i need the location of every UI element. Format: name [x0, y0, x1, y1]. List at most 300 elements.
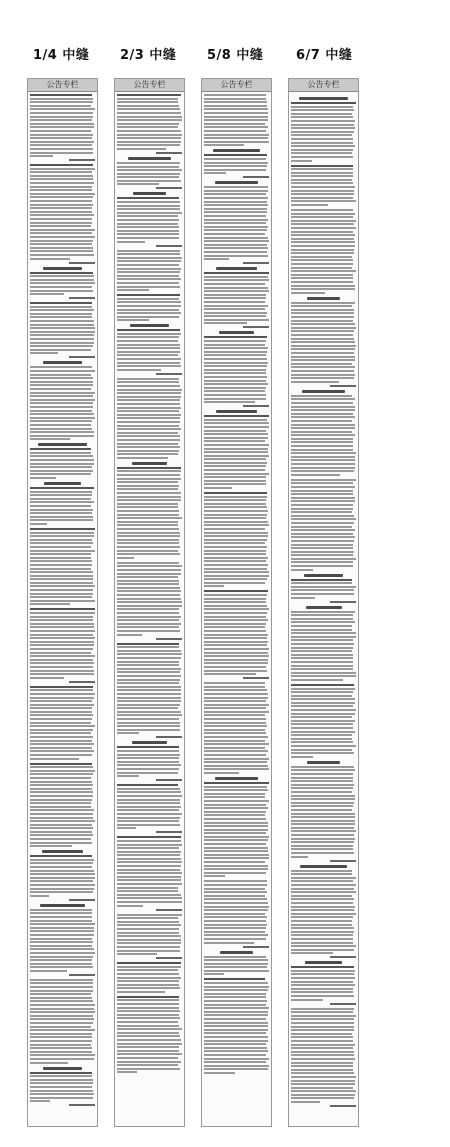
notice-block: [204, 331, 269, 407]
text-line: [117, 802, 180, 804]
text-line: [204, 190, 268, 192]
text-line: [291, 172, 353, 174]
text-line: [291, 820, 355, 822]
notice-block: [117, 294, 182, 321]
text-line: [30, 1062, 68, 1064]
text-line: [291, 938, 353, 940]
text-line: [291, 791, 352, 793]
text-line: [30, 623, 94, 625]
text-line: [204, 539, 267, 541]
text-line: [204, 287, 268, 289]
text-line: [204, 1047, 267, 1049]
text-line: [291, 749, 352, 751]
text-line: [291, 1051, 354, 1053]
text-line: [117, 219, 179, 221]
text-line: [204, 144, 244, 146]
text-line: [117, 1057, 178, 1059]
text-line: [117, 718, 179, 720]
text-line: [117, 369, 161, 371]
text-line: [291, 1018, 354, 1020]
text-line: [30, 452, 91, 454]
text-line: [117, 344, 180, 346]
text-line: [291, 579, 352, 581]
text-line: [204, 1011, 268, 1013]
text-line: [291, 1044, 355, 1046]
text-line: [204, 641, 268, 643]
text-line: [204, 487, 232, 489]
text-line: [291, 470, 354, 472]
text-line: [117, 407, 181, 409]
text-line: [117, 1046, 179, 1048]
text-line: [291, 149, 353, 151]
text-line: [291, 949, 354, 951]
column-2-3[interactable]: [114, 78, 185, 1127]
notice-block: [30, 686, 95, 760]
text-line: [117, 166, 179, 168]
text-line: [30, 619, 93, 621]
notice-signature: [69, 297, 95, 299]
text-line: [204, 765, 268, 767]
text-line: [204, 1025, 268, 1027]
text-line: [291, 497, 355, 499]
text-line: [291, 668, 353, 670]
notice-signature: [69, 1104, 95, 1106]
text-line: [30, 491, 92, 493]
text-line: [30, 438, 70, 440]
text-line: [204, 880, 267, 882]
text-line: [204, 578, 267, 580]
text-line: [30, 473, 91, 475]
text-line: [204, 648, 269, 650]
text-line: [291, 316, 354, 318]
text-line: [117, 962, 181, 964]
text-line: [117, 294, 180, 296]
text-line: [117, 1007, 179, 1009]
text-line: [30, 345, 93, 347]
text-line: [117, 446, 180, 448]
text-line: [291, 942, 353, 944]
text-line: [117, 887, 178, 889]
text-line: [204, 666, 266, 668]
text-line: [204, 963, 268, 965]
text-line: [30, 930, 94, 932]
text-line: [117, 260, 181, 262]
text-line: [30, 895, 49, 897]
text-line: [204, 758, 269, 760]
text-line: [30, 428, 92, 430]
text-line: [291, 636, 356, 638]
text-line: [117, 619, 179, 621]
notice-title: [215, 181, 259, 184]
column-1-4[interactable]: [27, 78, 98, 1127]
text-line: [291, 102, 356, 104]
text-line: [117, 700, 181, 702]
text-line: [117, 1014, 179, 1016]
text-line: [117, 134, 182, 136]
text-line: [204, 208, 267, 210]
text-line: [117, 264, 179, 266]
notice-block: [30, 361, 95, 440]
text-line: [117, 973, 179, 975]
text-line: [30, 1015, 93, 1017]
text-line: [291, 769, 355, 771]
text-line: [291, 880, 353, 882]
text-line: [117, 301, 181, 303]
text-line: [117, 851, 181, 853]
notice-block: [291, 479, 356, 571]
text-line: [204, 137, 268, 139]
text-line: [204, 847, 268, 849]
text-line: [291, 888, 354, 890]
text-line: [291, 413, 353, 415]
text-line: [117, 514, 179, 516]
text-line: [117, 457, 168, 459]
text-line: [291, 569, 313, 571]
text-line: [30, 455, 93, 457]
text-line: [291, 252, 354, 254]
text-line: [117, 1021, 178, 1023]
text-line: [117, 278, 181, 280]
text-line: [204, 865, 268, 867]
text-line: [117, 650, 181, 652]
text-line: [204, 380, 266, 382]
text-line: [291, 359, 355, 361]
notice-block: [117, 378, 182, 459]
text-line: [204, 973, 224, 975]
text-line: [291, 231, 353, 233]
text-line: [117, 664, 179, 666]
text-line: [291, 625, 352, 627]
text-line: [291, 798, 355, 800]
text-line: [204, 369, 266, 371]
text-line: [30, 1004, 95, 1006]
text-line: [30, 966, 93, 968]
text-line: [291, 1026, 354, 1028]
text-line: [30, 993, 91, 995]
text-line: [204, 718, 266, 720]
text-line: [291, 452, 356, 454]
text-line: [204, 970, 269, 972]
text-line: [291, 263, 353, 265]
text-line: [204, 626, 265, 628]
text-line: [30, 182, 94, 184]
text-line: [117, 795, 182, 797]
text-line: [30, 970, 67, 972]
text-line: [204, 276, 268, 278]
text-line: [204, 283, 265, 285]
text-line: [117, 917, 178, 919]
text-line: [30, 603, 70, 605]
text-line: [204, 906, 269, 908]
text-line: [30, 659, 93, 661]
text-line: [117, 340, 178, 342]
text-line: [30, 1047, 92, 1049]
notice-title: [304, 574, 342, 577]
text-line: [291, 109, 354, 111]
text-line: [291, 1076, 356, 1078]
text-line: [204, 535, 268, 537]
text-line: [117, 623, 181, 625]
text-line: [117, 999, 179, 1001]
text-line: [30, 152, 93, 154]
text-line: [30, 795, 93, 797]
text-line: [30, 838, 91, 840]
text-line: [204, 305, 268, 307]
text-line: [204, 524, 269, 526]
text-line: [204, 854, 269, 856]
notice-signature: [156, 373, 182, 375]
column-6-7[interactable]: [288, 78, 359, 1127]
text-line: [291, 438, 353, 440]
text-line: [291, 805, 353, 807]
text-line: [204, 244, 267, 246]
text-line: [30, 254, 94, 256]
text-line: [204, 1000, 267, 1002]
notice-block: [117, 996, 182, 1073]
text-line: [204, 637, 267, 639]
notice-block: [117, 94, 182, 154]
text-line: [30, 827, 93, 829]
text-line: [204, 634, 268, 636]
text-line: [204, 469, 265, 471]
text-line: [291, 688, 355, 690]
text-line: [291, 611, 355, 613]
text-line: [30, 616, 93, 618]
text-line: [30, 302, 92, 304]
text-line: [117, 112, 181, 114]
notice-signature: [156, 957, 182, 959]
text-line: [30, 986, 93, 988]
text-line: [291, 586, 356, 588]
text-line: [117, 861, 182, 863]
text-line: [291, 186, 355, 188]
notice-title: [216, 267, 256, 270]
text-line: [117, 539, 179, 541]
text-line: [117, 470, 181, 472]
text-line: [204, 707, 266, 709]
text-line: [291, 852, 354, 854]
text-line: [291, 526, 352, 528]
text-line: [291, 288, 355, 290]
notice-block: [30, 979, 95, 1064]
text-line: [117, 980, 179, 982]
text-line: [30, 596, 92, 598]
text-line: [30, 781, 92, 783]
text-line: [291, 834, 354, 836]
text-line: [30, 168, 95, 170]
text-line: [204, 996, 266, 998]
text-line: [117, 1010, 180, 1012]
text-line: [204, 693, 268, 695]
text-line: [30, 809, 94, 811]
text-line: [204, 825, 268, 827]
text-line: [204, 219, 268, 221]
text-line: [204, 909, 268, 911]
text-line: [291, 441, 353, 443]
text-line: [117, 478, 181, 480]
text-line: [117, 378, 179, 380]
text-line: [291, 1065, 353, 1067]
text-line: [30, 144, 92, 146]
text-line: [117, 410, 179, 412]
notice-signature: [156, 831, 182, 833]
text-line: [291, 1101, 320, 1103]
text-line: [204, 704, 269, 706]
text-line: [204, 340, 266, 342]
text-line: [291, 1047, 353, 1049]
text-line: [291, 1058, 355, 1060]
text-line: [291, 127, 355, 129]
text-line: [117, 257, 182, 259]
notice-title: [130, 324, 168, 327]
text-line: [30, 626, 94, 628]
text-line: [291, 345, 356, 347]
notice-title: [307, 297, 340, 300]
text-line: [291, 802, 354, 804]
notice-signature: [156, 638, 182, 640]
text-line: [30, 417, 95, 419]
text-line: [117, 417, 180, 419]
text-line: [204, 294, 266, 296]
text-line: [204, 532, 268, 534]
notice-block: [204, 181, 269, 264]
text-line: [204, 521, 268, 523]
text-line: [204, 700, 266, 702]
text-line: [30, 578, 93, 580]
text-line: [117, 506, 178, 508]
text-line: [117, 123, 179, 125]
text-line: [117, 725, 180, 727]
text-line: [30, 148, 93, 150]
text-line: [30, 655, 95, 657]
text-line: [30, 952, 95, 954]
text-line: [204, 743, 269, 745]
text-line: [291, 197, 353, 199]
text-line: [291, 190, 354, 192]
text-line: [30, 880, 93, 882]
text-line: [30, 370, 95, 372]
text-line: [117, 130, 181, 132]
text-line: [117, 991, 165, 993]
text-line: [117, 358, 181, 360]
text-line: [117, 977, 181, 979]
text-line: [117, 333, 181, 335]
column-5-8[interactable]: [201, 78, 272, 1127]
notice-signature: [69, 681, 95, 683]
text-line: [204, 782, 269, 784]
notice-title: [307, 761, 341, 764]
text-line: [30, 352, 58, 354]
notice-block: [204, 978, 269, 1073]
text-line: [117, 693, 181, 695]
text-line: [117, 98, 178, 100]
text-line: [204, 112, 268, 114]
text-line: [204, 601, 266, 603]
notice-signature: [156, 152, 182, 154]
label-2-3: 2/3 中缝: [120, 48, 177, 63]
text-line: [117, 488, 178, 490]
text-line: [30, 845, 72, 847]
text-line: [30, 374, 91, 376]
text-line: [204, 959, 268, 961]
text-line: [117, 634, 142, 636]
text-line: [291, 813, 355, 815]
text-line: [30, 448, 91, 450]
text-line: [204, 796, 265, 798]
notice-signature: [69, 262, 95, 264]
text-line: [30, 916, 92, 918]
text-line: [30, 550, 95, 552]
text-line: [204, 750, 268, 752]
text-line: [204, 772, 239, 774]
text-line: [291, 463, 355, 465]
text-line: [117, 616, 181, 618]
text-line: [291, 898, 354, 900]
text-line: [117, 392, 181, 394]
text-line: [117, 869, 180, 871]
text-line: [291, 449, 353, 451]
text-line: [117, 396, 181, 398]
text-line: [204, 1004, 266, 1006]
text-line: [291, 204, 328, 206]
text-line: [117, 205, 180, 207]
notice-block: [204, 492, 269, 587]
text-line: [117, 612, 179, 614]
notice-block: [117, 562, 182, 640]
text-line: [117, 250, 180, 252]
text-line: [117, 653, 182, 655]
text-line: [117, 298, 179, 300]
text-line: [291, 200, 356, 202]
text-line: [204, 462, 267, 464]
text-line: [30, 546, 91, 548]
text-line: [291, 182, 353, 184]
text-line: [204, 383, 268, 385]
text-line: [204, 652, 268, 654]
notice-title: [132, 462, 167, 465]
notice-block: [204, 682, 269, 774]
text-line: [204, 215, 266, 217]
text-line: [30, 512, 92, 514]
notice-block: [30, 763, 95, 848]
text-line: [30, 306, 92, 308]
text-line: [117, 928, 179, 930]
text-line: [30, 1100, 50, 1102]
text-line: [30, 813, 93, 815]
text-line: [30, 963, 92, 965]
text-line: [117, 590, 181, 592]
text-line: [117, 385, 180, 387]
notice-block: [291, 606, 356, 681]
text-line: [30, 112, 93, 114]
text-line: [117, 704, 180, 706]
text-line: [30, 98, 93, 100]
text-line: [117, 883, 182, 885]
text-line: [117, 180, 181, 182]
text-line: [204, 956, 266, 958]
notice-title: [220, 951, 254, 954]
label-1-4: 1/4 中缝: [33, 48, 90, 63]
text-line: [204, 336, 267, 338]
text-line: [30, 316, 92, 318]
text-line: [117, 510, 179, 512]
notice-block: [204, 410, 269, 489]
text-line: [30, 207, 92, 209]
text-line: [204, 839, 268, 841]
text-line: [30, 948, 94, 950]
text-line: [117, 226, 179, 228]
text-line: [117, 101, 178, 103]
